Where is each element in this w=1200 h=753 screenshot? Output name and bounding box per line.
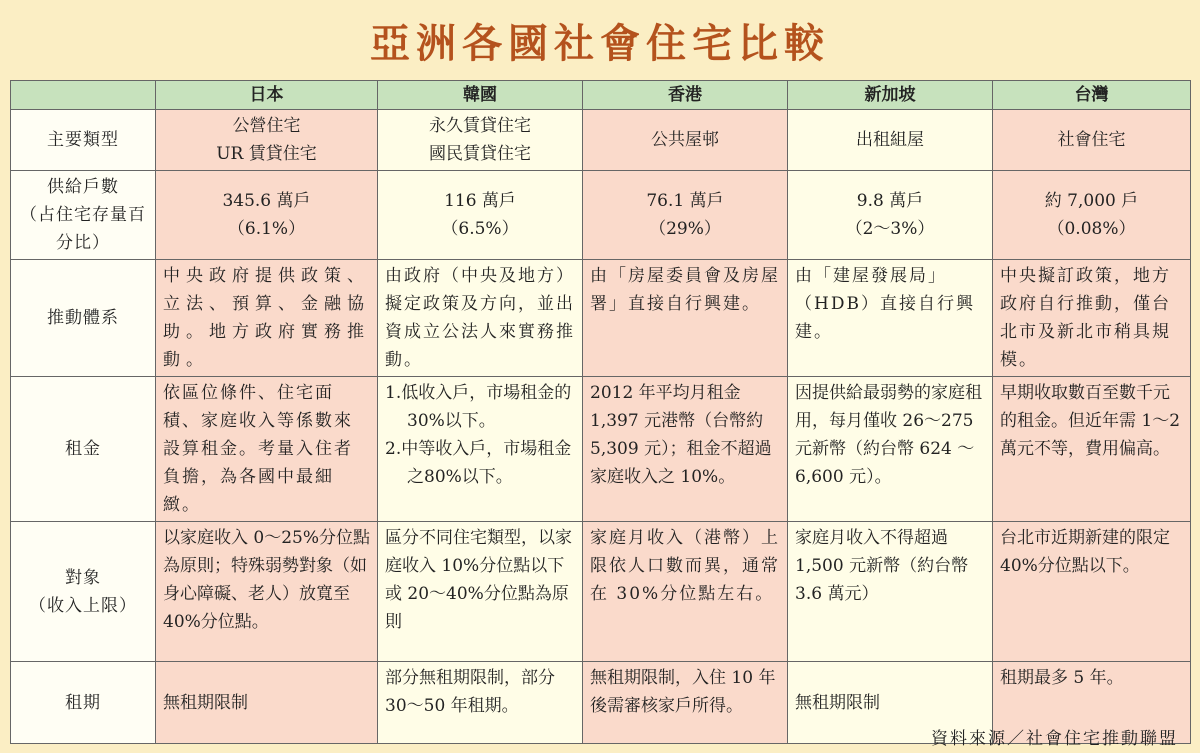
row-label-rent: 租金 [11,377,156,522]
cell-supply-singapore: 9.8 萬戶 （2～3%） [788,171,993,260]
cell-term-singapore: 無租期限制 [788,662,993,744]
comparison-table [10,80,1191,744]
cell-type-singapore: 出租組屋 [788,110,993,171]
rent-korea-list [385,379,575,491]
cell-term-taiwan: 租期最多 5 年。 [993,662,1191,744]
row-label-term: 租期 [11,662,156,744]
row-type [11,110,1191,171]
cell-type-hongkong: 公共屋邨 [583,110,788,171]
header-singapore: 新加坡 [788,81,993,110]
header-japan: 日本 [156,81,378,110]
row-label-supply: 供給戶數 （占住宅存量百分比） [11,171,156,260]
header-row [11,81,1191,110]
header-korea: 韓國 [378,81,583,110]
cell-rent-korea [378,377,583,522]
cell-rent-singapore: 因提供給最弱勢的家庭租用，每月僅收 26～275 元新幣（約台幣 624 ～ 6,600 元）。 [788,377,993,522]
cell-type-korea: 永久賃貸住宅 國民賃貸住宅 [378,110,583,171]
header-corner [11,81,156,110]
cell-supply-hongkong: 76.1 萬戶 （29%） [583,171,788,260]
cell-rent-taiwan: 早期收取數百至數千元的租金。但近年需 1～2 萬元不等，費用偏高。 [993,377,1191,522]
cell-system-taiwan: 中央擬訂政策，地方政府自行推動，僅台北市及新北市稍具規模。 [993,260,1191,377]
row-system [11,260,1191,377]
cell-term-japan: 無租期限制 [156,662,378,744]
row-label-system: 推動體系 [11,260,156,377]
cell-target-singapore: 家庭月收入不得超過 1,500 元新幣（約台幣 3.6 萬元） [788,522,993,662]
cell-term-korea: 部分無租期限制，部分 30～50 年租期。 [378,662,583,744]
row-label-target: 對象 （收入上限） [11,522,156,662]
rent-korea-item-2: 2.中等收入戶，市場租金之80%以下。 [385,439,572,487]
row-label-type: 主要類型 [11,110,156,171]
cell-system-singapore: 由「建屋發展局」（HDB）直接自行興建。 [788,260,993,377]
cell-target-korea: 區分不同住宅類型，以家庭收入 10%分位點以下或 20～40%分位點為原則 [378,522,583,662]
row-rent [11,377,1191,522]
cell-supply-korea: 116 萬戶 （6.5%） [378,171,583,260]
cell-type-japan: 公營住宅 UR 賃貸住宅 [156,110,378,171]
header-taiwan: 台灣 [993,81,1191,110]
cell-target-hongkong: 家庭月收入（港幣）上限依人口數而異，通常在 30%分位點左右。 [583,522,788,662]
cell-type-taiwan: 社會住宅 [993,110,1191,171]
source-note: 資料來源／社會住宅推動聯盟 [931,729,1178,749]
cell-rent-hongkong: 2012 年平均月租金 1,397 元港幣（台幣約 5,309 元）；租金不超過家庭收入之 10%。 [583,377,788,522]
cell-supply-taiwan: 約 7,000 戶 （0.08%） [993,171,1191,260]
cell-system-korea: 由政府（中央及地方）擬定政策及方向，並出資成立公法人來實務推動。 [378,260,583,377]
rent-korea-item-1: 1.低收入戶，市場租金的30%以下。 [385,383,572,431]
row-supply [11,171,1191,260]
header-hongkong: 香港 [583,81,788,110]
cell-system-japan: 中央政府提供政策、立法、預算、金融協助。地方政府實務推動。 [156,260,378,377]
cell-supply-japan: 345.6 萬戶 （6.1%） [156,171,378,260]
cell-rent-japan: 依區位條件、住宅面積、家庭收入等係數來設算租金。考量入住者負擔，為各國中最細緻。 [156,377,378,522]
page-title: 亞洲各國社會住宅比較 [370,20,830,67]
row-target [11,522,1191,662]
cell-target-japan: 以家庭收入 0～25%分位點為原則；特殊弱勢對象（如身心障礙、老人）放寬至 40%分位點。 [156,522,378,662]
cell-target-taiwan: 台北市近期新建的限定 40%分位點以下。 [993,522,1191,662]
cell-term-hongkong: 無租期限制，入住 10 年後需審核家戶所得。 [583,662,788,744]
cell-system-hongkong: 由「房屋委員會及房屋署」直接自行興建。 [583,260,788,377]
